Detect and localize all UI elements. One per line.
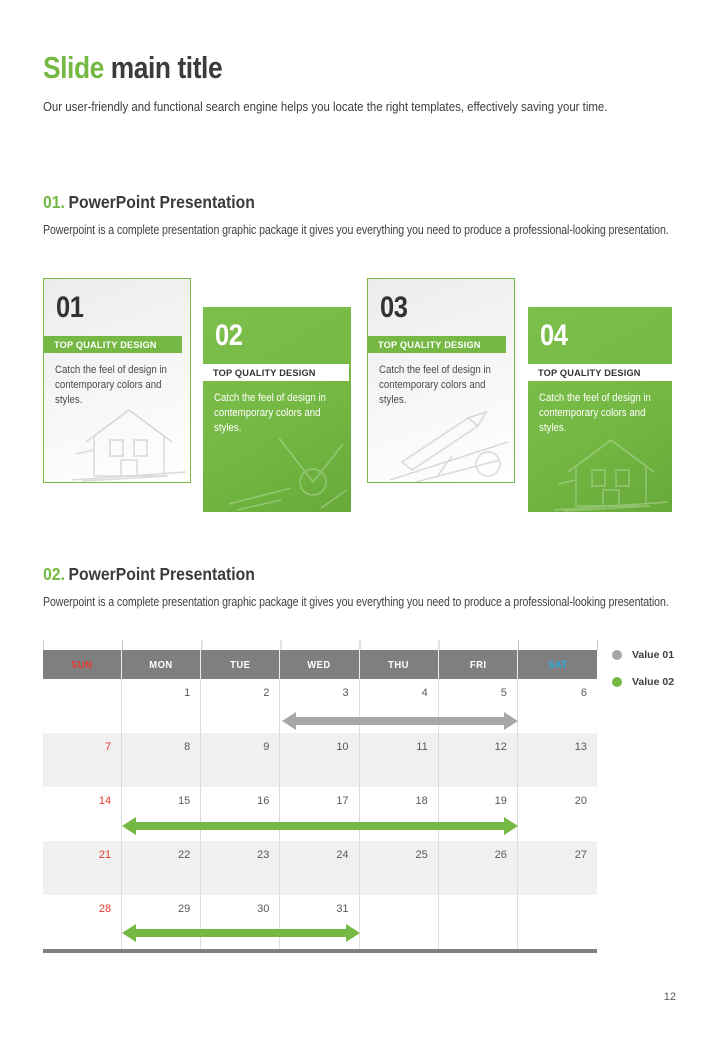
calendar-day-cell: 22: [122, 841, 201, 895]
arrow-left-head: [282, 712, 296, 730]
legend-item-value-01: [612, 650, 674, 660]
day-header-fri: FRI: [439, 650, 518, 679]
card-01-number: 01: [56, 291, 84, 324]
legend-dot-green-icon: [612, 677, 622, 687]
calendar-day-cell: [43, 679, 122, 733]
calendar-day-cell: 25: [360, 841, 439, 895]
drafting-tools-sketch-image: [221, 420, 351, 512]
calendar-day-cell: [439, 895, 518, 949]
calendar-day-cell: 9: [201, 733, 280, 787]
card-03-number: 03: [380, 291, 408, 324]
arrow-left-head: [122, 817, 136, 835]
section-02-title: PowerPoint Presentation: [68, 564, 255, 584]
day-header-sun: SUN: [43, 650, 122, 679]
card-04-number: 04: [540, 319, 568, 352]
calendar-day-cell: 15: [122, 787, 201, 841]
calendar-day-cell: 14: [43, 787, 122, 841]
card-01-description: Catch the feel of design in contemporary colors and styles.: [55, 364, 167, 406]
page-number: 12: [663, 991, 676, 1003]
house-sketch-image: [68, 384, 190, 482]
calendar-day-cell: 24: [280, 841, 359, 895]
calendar-day-cell: 1: [122, 679, 201, 733]
section-02-number: 02.: [43, 564, 65, 584]
calendar-day-cell: 3: [280, 679, 359, 733]
calendar-day-cell: 7: [43, 733, 122, 787]
calendar-day-cell: [518, 895, 597, 949]
card-02-title-banner: TOP QUALITY DESIGN: [203, 364, 349, 381]
design-card-02: [203, 307, 351, 512]
arrow-shaft: [136, 929, 346, 937]
arrow-right-head: [346, 924, 360, 942]
calendar-bottom-border: [43, 949, 597, 953]
calendar-day-cell: 13: [574, 741, 587, 753]
calendar-day-cell: 18: [360, 787, 439, 841]
pencil-sketch-image: [388, 386, 514, 482]
design-card-04: [528, 307, 672, 512]
arrow-right-head: [504, 817, 518, 835]
card-02-description: Catch the feel of design in contemporary colors and styles.: [214, 392, 326, 434]
calendar-week-row-4: [43, 841, 597, 895]
page-title: [43, 50, 254, 86]
section-01-number: 01.: [43, 192, 65, 212]
calendar-day-cell: 2: [201, 679, 280, 733]
calendar-day-cell: 31: [280, 895, 359, 949]
value-02-duration-arrow-2: [122, 924, 360, 942]
value-02-duration-arrow: [122, 817, 518, 835]
arrow-shaft: [296, 717, 504, 725]
house-sketch-image: [550, 414, 672, 512]
calendar-day-cell: 21: [43, 841, 122, 895]
page-title-rest: main title: [103, 50, 223, 85]
chart-legend: [612, 650, 674, 704]
section-02-description: Powerpoint is a complete presentation graphic package it gives you everything you need to produce a professional-looking presentation.: [43, 595, 669, 609]
calendar-day-cell: 6: [580, 687, 587, 699]
calendar-day-cell: 4: [360, 679, 439, 733]
day-header-tue: TUE: [201, 650, 280, 679]
calendar-day-cell: [360, 895, 439, 949]
card-01-title-banner: TOP QUALITY DESIGN: [44, 336, 182, 353]
day-header-mon: MON: [122, 650, 201, 679]
page-title-accent: Slide: [43, 50, 104, 85]
arrow-shaft: [136, 822, 504, 830]
calendar-day-cell: 5: [439, 679, 518, 733]
calendar-column-ticks: [43, 640, 598, 650]
legend-label: Value 02: [632, 676, 675, 688]
day-header-wed: WED: [280, 650, 359, 679]
section-02-heading: [43, 564, 278, 585]
calendar-day-cell: 17: [280, 787, 359, 841]
calendar-day-cell: 30: [201, 895, 280, 949]
card-03-description: Catch the feel of design in contemporary colors and styles.: [379, 364, 491, 406]
page-subtitle: Our user-friendly and functional search engine helps you locate the right templates, effectively saving your time.: [43, 99, 608, 114]
calendar-day-cell: 28: [43, 895, 122, 949]
calendar-day-cell: 26: [439, 841, 518, 895]
card-02-number: 02: [215, 319, 243, 352]
card-04-title-banner: TOP QUALITY DESIGN: [528, 364, 672, 381]
card-04-description: Catch the feel of design in contemporary colors and styles.: [539, 392, 651, 434]
section-01-description: Powerpoint is a complete presentation graphic package it gives you everything you need to produce a professional-looking presentation.: [43, 223, 669, 237]
arrow-right-head: [504, 712, 518, 730]
calendar-table: [43, 640, 597, 953]
arrow-left-head: [122, 924, 136, 942]
design-card-03: [367, 278, 515, 483]
day-header-sat: SAT: [547, 658, 568, 671]
design-card-01: [43, 278, 191, 483]
calendar-day-cell: 11: [360, 733, 439, 787]
card-03-title-banner: TOP QUALITY DESIGN: [368, 336, 506, 353]
calendar-day-cell: 27: [574, 849, 587, 861]
calendar-day-cell: 23: [201, 841, 280, 895]
calendar-day-cell: 16: [201, 787, 280, 841]
value-01-duration-arrow: [282, 712, 518, 730]
calendar-day-cell: 10: [280, 733, 359, 787]
legend-item-value-02: [612, 677, 674, 687]
legend-dot-gray-icon: [612, 650, 622, 660]
calendar-day-cell: 29: [122, 895, 201, 949]
section-01-title: PowerPoint Presentation: [68, 192, 255, 212]
legend-label: Value 01: [632, 649, 675, 661]
calendar-day-cell: 12: [439, 733, 518, 787]
calendar-day-cell: 20: [574, 795, 587, 807]
calendar-header-row: [43, 650, 597, 679]
calendar-week-row-2: [43, 733, 597, 787]
calendar-day-cell: 19: [439, 787, 518, 841]
day-header-thu: THU: [360, 650, 439, 679]
section-01-heading: [43, 192, 278, 213]
calendar-day-cell: 8: [122, 733, 201, 787]
